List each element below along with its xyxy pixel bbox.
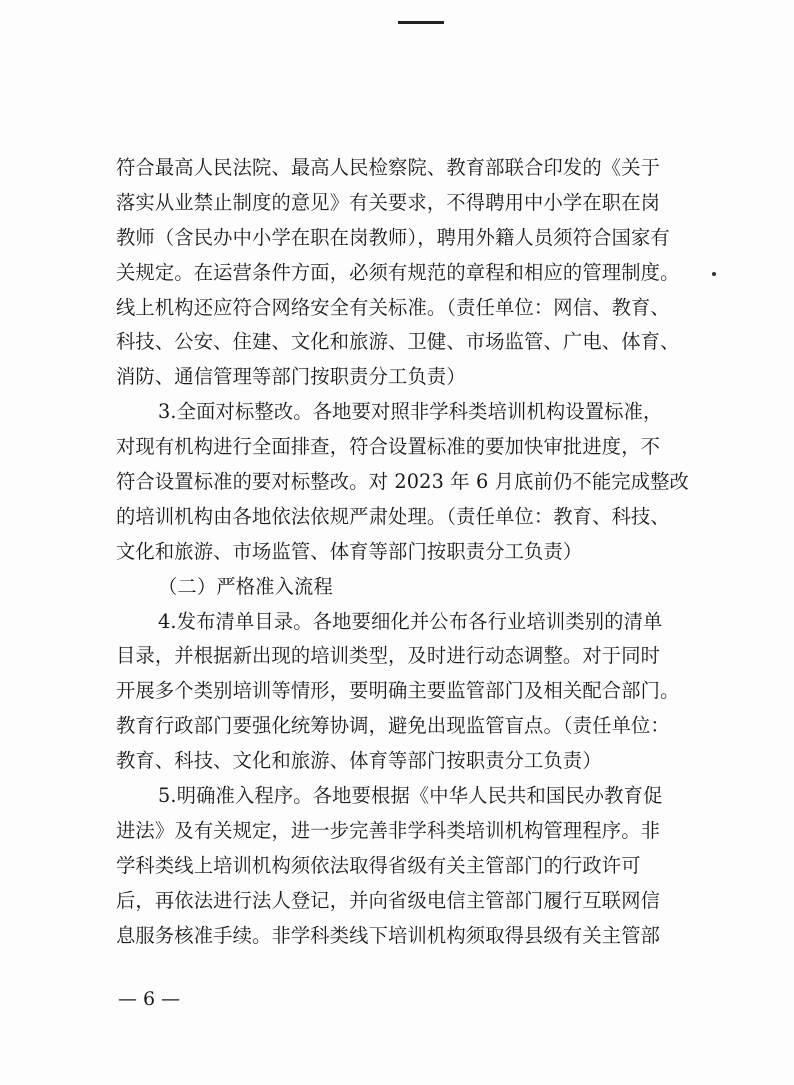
text-line: 进法》及有关规定，进一步完善非学科类培训机构管理程序。非 bbox=[116, 818, 661, 842]
text-line: 开展多个类别培训等情形，要明确主要监管部门及相关配合部门。 bbox=[116, 679, 680, 703]
text-line: 对现有机构进行全面排查，符合设置标准的要加快审批进度，不 bbox=[116, 435, 661, 459]
text-line: 线上机构还应符合网络安全有关标准。（责任单位：网信、教育、 bbox=[116, 295, 670, 319]
text-line: 教育、科技、文化和旅游、体育等部门按职责分工负责） bbox=[116, 749, 602, 773]
page-number: — 6 — bbox=[118, 988, 181, 1010]
text-line: 后，再依法进行法人登记，并向省级电信主管部门履行互联网信 bbox=[116, 888, 661, 912]
paragraph-heading: 5.明确准入程序。各地要根据《中华人民共和国民办教育促 bbox=[158, 784, 663, 808]
text-line: 科技、公安、住建、文化和旅游、卫健、市场监管、广电、体育、 bbox=[116, 330, 680, 354]
scan-speck bbox=[712, 272, 716, 276]
text-line: 落实从业禁止制度的意见》有关要求，不得聘用中小学在职在岗 bbox=[116, 190, 661, 214]
top-rule-mark bbox=[398, 21, 444, 24]
text-line: 教育行政部门要强化统筹协调，避免出现监管盲点。（责任单位： bbox=[116, 714, 670, 738]
text-line: 关规定。在运营条件方面，必须有规范的章程和相应的管理制度。 bbox=[116, 260, 680, 284]
paragraph-heading: 4.发布清单目录。各地要细化并公布各行业培训类别的清单 bbox=[158, 609, 663, 633]
section-heading: （二）严格准入流程 bbox=[158, 574, 333, 598]
text-line: 文化和旅游、市场监管、体育等部门按职责分工负责） bbox=[116, 539, 583, 563]
paragraph-heading: 3.全面对标整改。各地要对照非学科类培训机构设置标准， bbox=[158, 400, 663, 424]
text-line: 符合设置标准的要对标整改。对 2023 年 6 月底前仍不能完成整改 bbox=[116, 470, 689, 494]
text-line: 教师（含民办中小学在职在岗教师），聘用外籍人员须符合国家有 bbox=[116, 225, 670, 249]
text-line: 息服务核准手续。非学科类线下培训机构须取得县级有关主管部 bbox=[116, 923, 661, 947]
body-text bbox=[116, 151, 696, 953]
text-line: 目录，并根据新出现的培训类型，及时进行动态调整。对于同时 bbox=[116, 644, 661, 668]
text-line: 符合最高人民法院、最高人民检察院、教育部联合印发的《关于 bbox=[116, 156, 661, 179]
text-line: 的培训机构由各地依法依规严肃处理。（责任单位：教育、科技、 bbox=[116, 504, 670, 528]
text-line: 学科类线上培训机构须依法取得省级有关主管部门的行政许可 bbox=[116, 853, 641, 877]
text-line: 消防、通信管理等部门按职责分工负责） bbox=[116, 365, 466, 389]
